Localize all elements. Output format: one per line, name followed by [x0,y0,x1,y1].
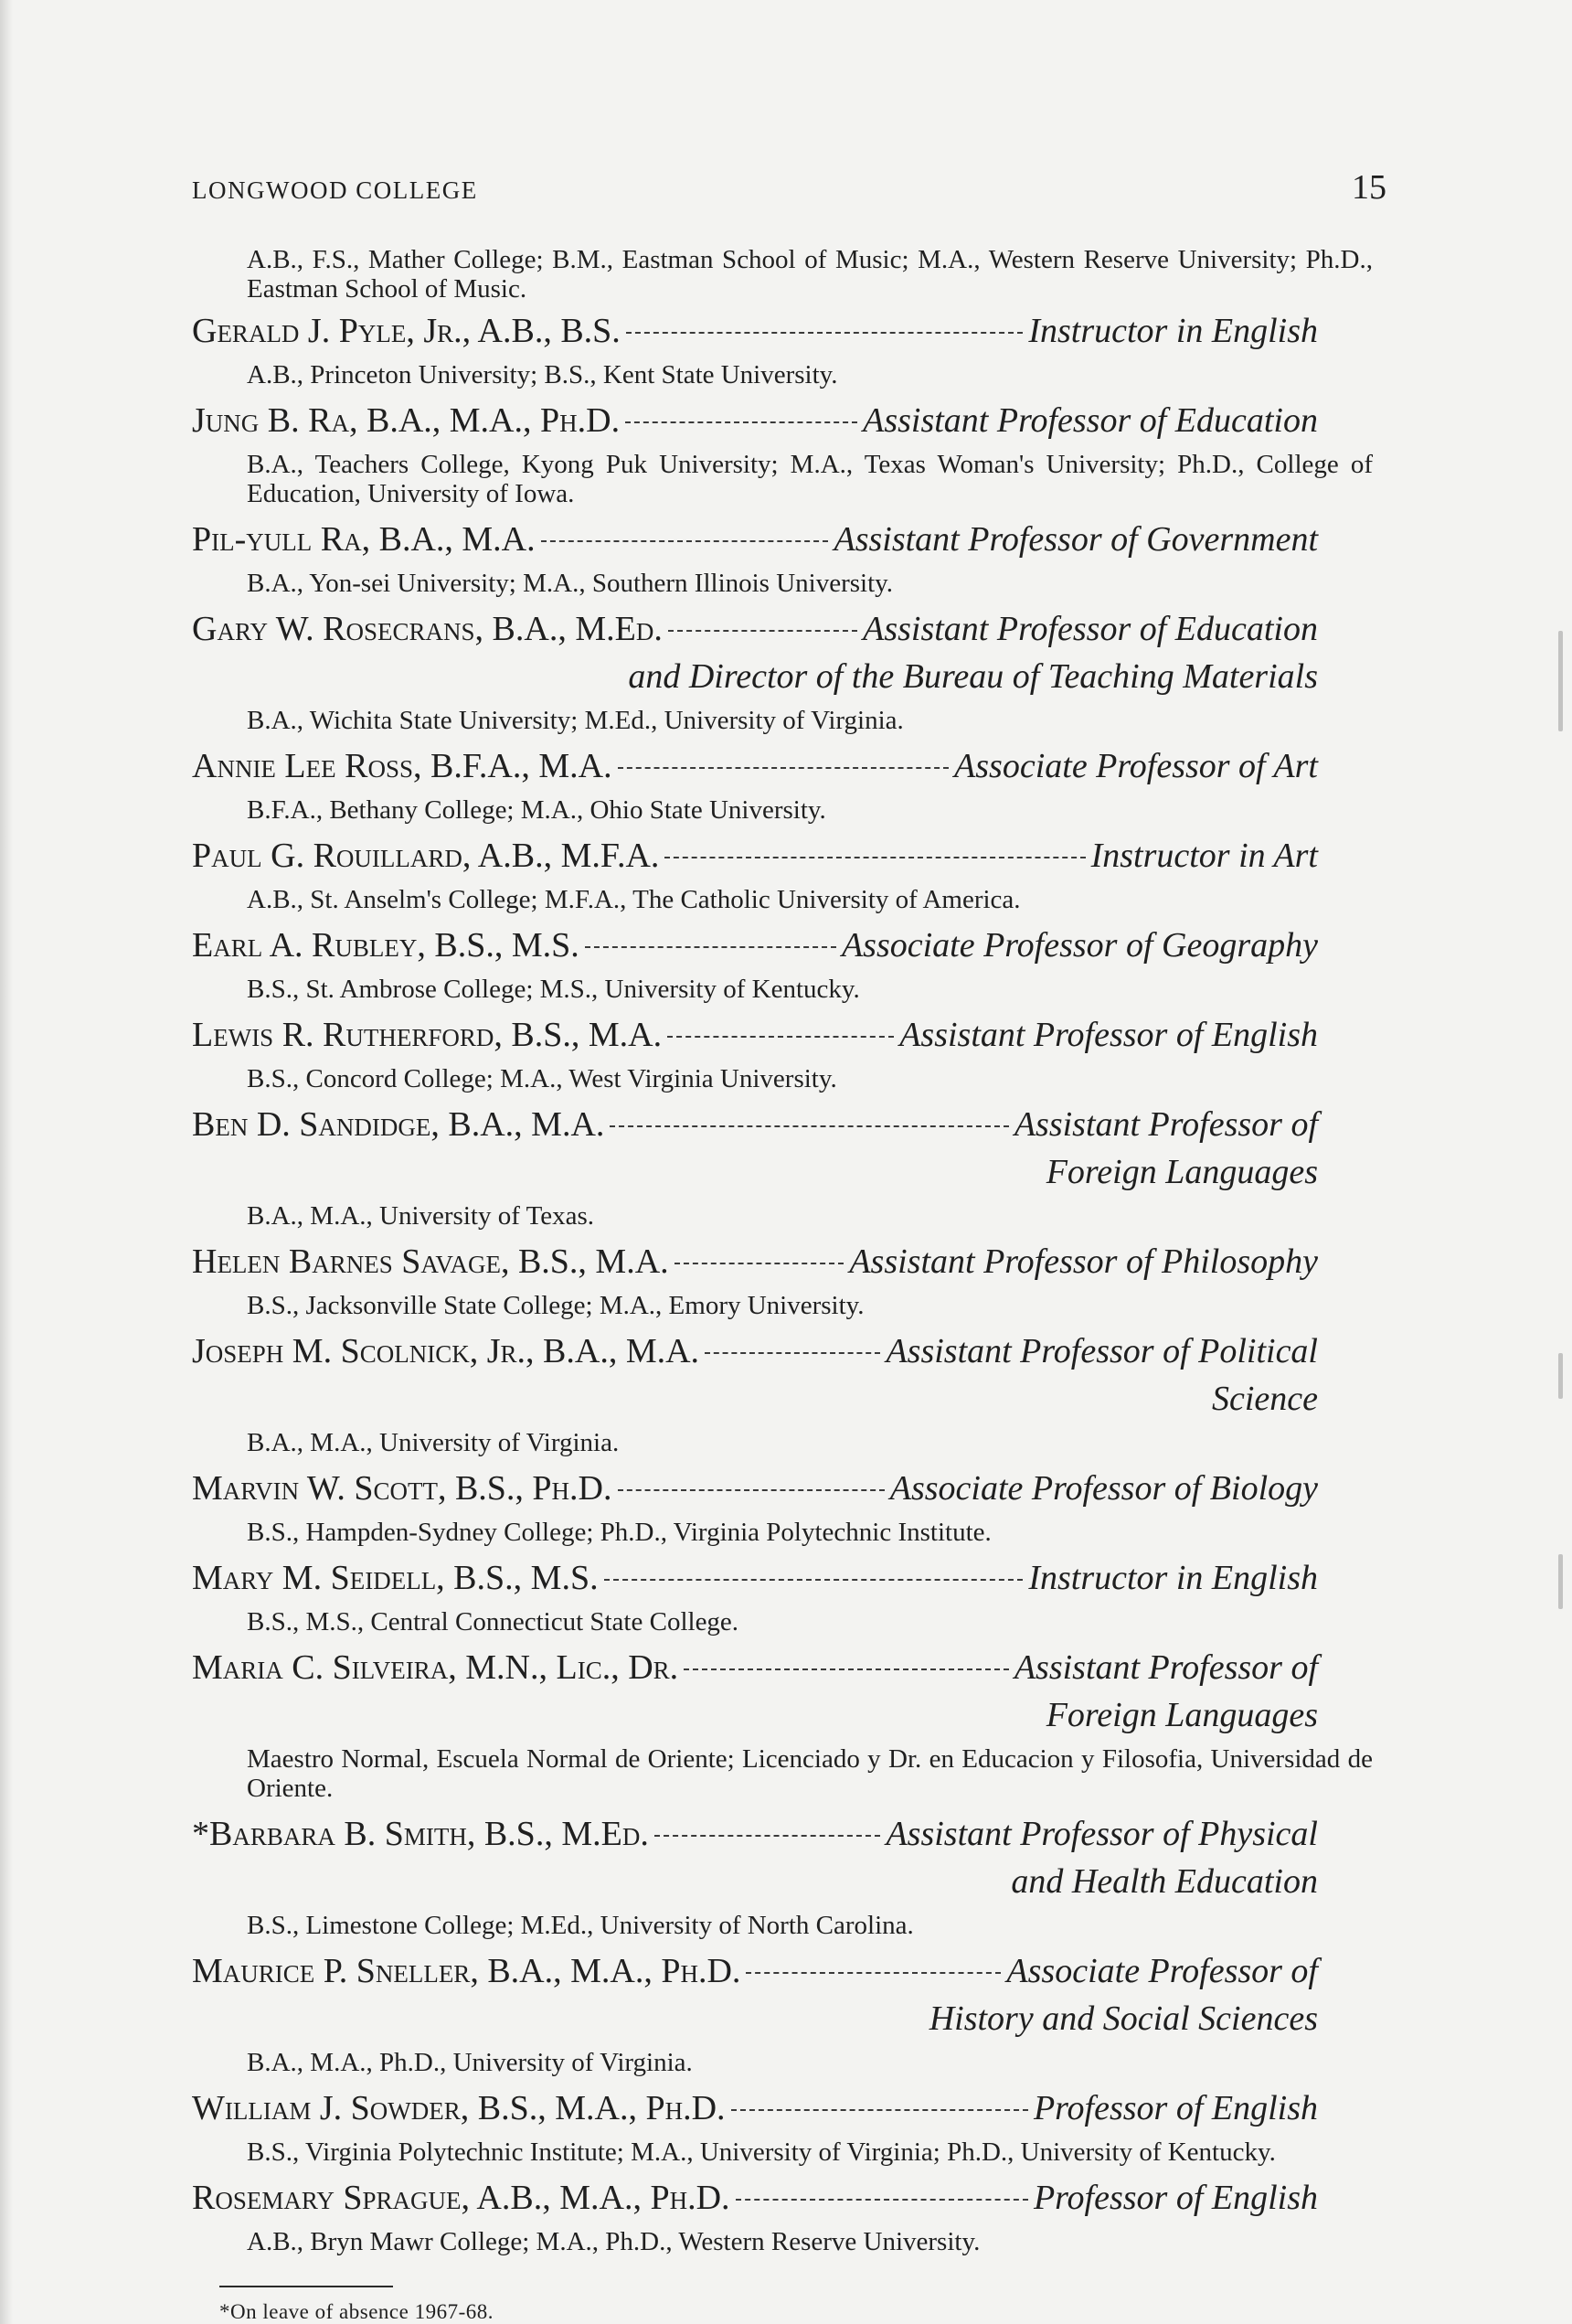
entry-detail: B.A., M.A., Ph.D., University of Virginia. [247,2048,693,2077]
faculty-name: Rosemary Sprague, A.B., M.A., Ph.D. [192,2179,730,2217]
faculty-entry [192,1812,1373,1949]
entry-detail: Maestro Normal, Escuela Normal de Oriente; Licenciado y Dr. en Educacion y Filosofia, Universidad de Oriente. [247,1744,1373,1803]
faculty-entry [192,309,1373,399]
faculty-name: Ben D. Sandidge, B.A., M.A. [192,1105,605,1144]
entry-heading [192,1466,1318,1510]
faculty-entry [192,2086,1373,2176]
footnote: *On leave of absence 1967-68. [219,2300,494,2323]
entry-detail: B.A., M.A., University of Texas. [247,1201,595,1231]
faculty-title-continued: and Director of the Bureau of Teaching Materials [628,657,1318,696]
entry-heading [192,923,1318,967]
faculty-title-continued: History and Social Sciences [929,1999,1318,2038]
faculty-name: Helen Barnes Savage, B.S., M.A. [192,1242,669,1281]
faculty-title: Assistant Professor of Education [863,610,1318,648]
faculty-title: Assistant Professor of Philosophy [849,1242,1318,1281]
entry-spacer [247,2167,1373,2176]
faculty-entry [192,399,1373,517]
faculty-title: Assistant Professor of Government [834,520,1318,559]
faculty-entry [192,607,1373,744]
entry-detail: B.A., Teachers College, Kyong Puk University; M.A., Texas Woman's University; Ph.D., College of Education, University of Iowa. [247,450,1373,508]
entry-heading [192,1013,1318,1057]
entry-spacer [247,2256,1373,2265]
entry-heading [192,1556,1318,1600]
faculty-title-continued: and Health Education [1011,1862,1318,1901]
entry-heading [192,1329,1318,1373]
entry-heading [192,2086,1318,2130]
entry-spacer [247,389,1373,399]
entry-spacer [247,508,1373,517]
edge-mark [1558,631,1563,731]
faculty-name: Annie Lee Ross, B.F.A., M.A. [192,747,612,785]
entry-spacer [247,1803,1373,1812]
entry-heading [192,399,1318,442]
faculty-title: Associate Professor of Geography [841,926,1318,965]
entry-heading [192,607,1318,651]
faculty-title: Assistant Professor of Physical [886,1815,1318,1853]
entry-heading [192,834,1318,878]
faculty-name: Pil-yull Ra, B.A., M.A. [192,520,536,559]
edge-mark [1558,1353,1563,1399]
dot-leader [667,1036,894,1038]
faculty-title: Instructor in English [1028,1559,1318,1597]
faculty-title: Associate Professor of [1006,1952,1318,1990]
faculty-entry [192,1240,1373,1329]
page-number: 15 [1352,168,1386,207]
entry-detail: B.A., Yon-sei University; M.A., Southern Illinois University. [247,569,894,598]
entry-spacer [247,1636,1373,1646]
faculty-name: Maurice P. Sneller, B.A., M.A., Ph.D. [192,1952,741,1990]
faculty-entry [192,834,1373,923]
faculty-name: Gerald J. Pyle, Jr., A.B., B.S. [192,312,621,350]
entry-detail: B.S., Limestone College; M.Ed., University of North Carolina. [247,1911,914,1940]
entry-heading [192,1103,1318,1146]
faculty-name: Gary W. Rosecrans, B.A., M.Ed. [192,610,663,648]
dot-leader [626,332,1024,334]
footnote-rule [219,2286,393,2287]
entry-spacer [247,1320,1373,1329]
faculty-title: Assistant Professor of Education [863,401,1318,440]
faculty-entry [192,1013,1373,1103]
faculty-entry [192,1556,1373,1646]
faculty-entry [192,1466,1373,1556]
faculty-entry [192,744,1373,834]
entry-heading [192,1812,1318,1856]
dot-leader [668,630,857,632]
entry-detail: B.S., Hampden-Sydney College; Ph.D., Virginia Polytechnic Institute. [247,1518,992,1547]
faculty-entry [192,517,1373,607]
dot-leader [674,1263,844,1264]
entry-heading [192,517,1318,561]
faculty-name: Maria C. Silveira, M.N., Lic., Dr. [192,1648,679,1687]
running-head [192,167,1386,208]
dot-leader [625,421,857,423]
entry-detail: B.S., Virginia Polytechnic Institute; M.A., University of Virginia; Ph.D., University of Kentucky. [247,2137,1276,2167]
entry-detail: A.B., F.S., Mather College; B.M., Eastman School of Music; M.A., Western Reserve University; Ph.D., Eastman School of Music. [247,245,1373,304]
dot-leader [705,1352,880,1354]
dot-leader [736,2199,1028,2201]
faculty-title: Professor of English [1033,2089,1318,2127]
faculty-title: Professor of English [1033,2179,1318,2217]
faculty-name: William J. Sowder, B.S., M.A., Ph.D. [192,2089,726,2127]
entry-spacer [247,1231,1373,1240]
faculty-title: Assistant Professor of Political [886,1332,1318,1370]
faculty-title: Instructor in English [1028,312,1318,350]
entry-spacer [247,2077,1373,2086]
faculty-title: Associate Professor of Biology [889,1469,1318,1508]
dot-leader [585,946,836,948]
faculty-title: Assistant Professor of [1014,1648,1318,1687]
faculty-entry [192,1103,1373,1240]
dot-leader [610,1125,1008,1127]
entry-detail: B.S., Jacksonville State College; M.A., Emory University. [247,1291,865,1320]
dot-leader [731,2109,1028,2111]
entry-heading [192,1240,1318,1284]
entry-spacer [247,825,1373,834]
dot-leader [618,1489,885,1491]
entry-detail: B.F.A., Bethany College; M.A., Ohio State University. [247,795,826,825]
page-edge-shadow [0,0,13,2324]
dot-leader [684,1668,1009,1670]
college-name: LONGWOOD COLLEGE [192,176,478,204]
entry-detail: A.B., St. Anselm's College; M.F.A., The Catholic University of America. [247,885,1021,914]
entry-detail: B.A., Wichita State University; M.Ed., University of Virginia. [247,706,904,735]
entry-heading [192,309,1318,353]
faculty-name: Earl A. Rubley, B.S., M.S. [192,926,579,965]
faculty-entry [192,1329,1373,1466]
dot-leader [618,767,949,769]
entry-detail: B.S., M.S., Central Connecticut State College. [247,1607,739,1636]
entry-heading [192,2176,1318,2220]
entry-heading [192,744,1318,788]
entry-spacer [247,1457,1373,1466]
faculty-name: Mary M. Seidell, B.S., M.S. [192,1559,599,1597]
faculty-name: *Barbara B. Smith, B.S., M.Ed. [192,1815,649,1853]
entry-spacer [247,598,1373,607]
faculty-entry [192,1646,1373,1812]
entry-spacer [247,1547,1373,1556]
entries-container [192,309,1373,2265]
entry-heading [192,1949,1318,1993]
dot-leader [604,1579,1024,1581]
entry-detail: B.A., M.A., University of Virginia. [247,1428,620,1457]
entry-detail: A.B., Bryn Mawr College; M.A., Ph.D., Western Reserve University. [247,2227,981,2256]
faculty-title-continued: Foreign Languages [1046,1696,1318,1734]
faculty-entry [192,2176,1373,2265]
entry-spacer [247,1940,1373,1949]
entry-spacer [247,914,1373,923]
faculty-name: Lewis R. Rutherford, B.S., M.A. [192,1016,663,1054]
entry-heading [192,1646,1318,1690]
faculty-name: Joseph M. Scolnick, Jr., B.A., M.A. [192,1332,700,1370]
faculty-title: Assistant Professor of English [899,1016,1318,1054]
faculty-name: Paul G. Rouillard, A.B., M.F.A. [192,837,660,875]
entry-spacer [247,735,1373,744]
faculty-entry [192,923,1373,1013]
dot-leader [664,857,1085,858]
entry-detail: B.S., St. Ambrose College; M.S., University of Kentucky. [247,975,860,1004]
faculty-entry [192,1949,1373,2086]
entry-spacer [247,1093,1373,1103]
faculty-name: Marvin W. Scott, B.S., Ph.D. [192,1469,612,1508]
faculty-title-continued: Foreign Languages [1046,1153,1318,1191]
faculty-list [192,245,1373,2324]
faculty-title: Associate Professor of Art [954,747,1318,785]
faculty-name: Jung B. Ra, B.A., M.A., Ph.D. [192,401,621,440]
faculty-title-continued: Science [1211,1380,1318,1418]
dot-leader [654,1835,881,1837]
dot-leader [746,1972,1001,1974]
entry-detail: B.S., Concord College; M.A., West Virginia University. [247,1064,837,1093]
dot-leader [541,540,829,542]
faculty-title: Assistant Professor of [1014,1105,1318,1144]
entry-detail: A.B., Princeton University; B.S., Kent State University. [247,360,838,389]
faculty-title: Instructor in Art [1090,837,1318,875]
edge-mark [1558,1554,1563,1609]
entry-spacer [247,1004,1373,1013]
